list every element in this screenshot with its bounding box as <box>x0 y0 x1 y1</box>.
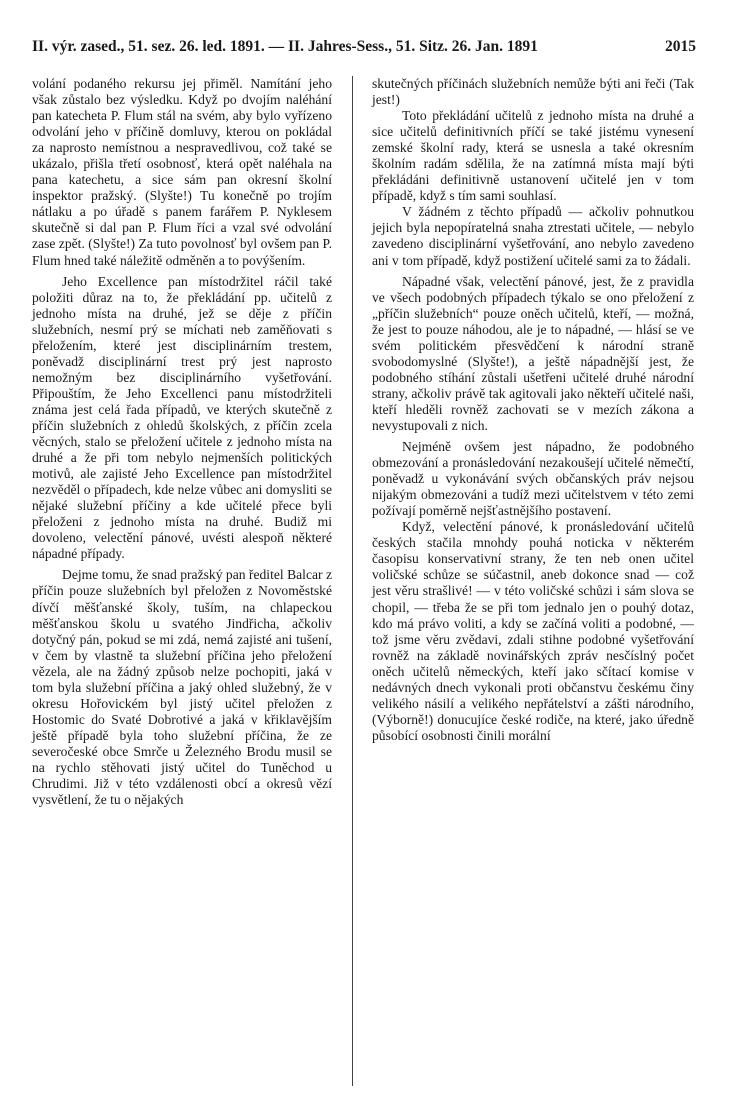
paragraph: Nejméně ovšem jest nápadno, že podobného obmezování a pronásledování nezakoušejí učitelé němečtí, poněvadž u vykonávání svých občanských práv nejsou nijakým obmezováni a tudíž mezi učitelstvem v této zemi požívají poměrně nejšťastnějšího postavení. <box>372 439 694 519</box>
paragraph: Jeho Excellence pan místodržitel ráčil také položiti důraz na to, že překládání pp. učitelů z jednoho místa na druhé, jež se děje z příčin služebních, nesmí prý se míchati neb zaměňovati s přeložením, které jest disciplinárním trestem, poněvadž disciplinární trest prý jest naprosto nemožným bez disciplinárního vyšetřování. Připouštím, že Jeho Excellenci panu místodržiteli známa jest celá řada případů, ve kterých skutečně z příčin služebních z ohledů školských, z příčin zcela věcných, stalo se přeložení učitele z jednoho místa na druhé a že při tom nebylo nejmenších politických motivů, ale zajisté Jeho Excellence pan místodržitel nezvěděl o případech, kde nelze vůbec ani domysliti se nějaké služební příčiny a kde učitelé přece byli přeloženi z jednoho místa na druhé. Budiž mi dovoleno, velectění pánové, uvésti alespoň některé nápadné případy. <box>32 273 332 562</box>
left-column <box>32 76 332 808</box>
paragraph: Dejme tomu, že snad pražský pan ředitel Balcar z příčin pouze služebních byl přeložen z Novoměstské dívčí měšťanské školy, tuším, na chlapeckou měšťanskou školu u svatého Jindřicha, ačkoliv dotyčný pán, pokud se mi zdá, nemá zajisté ani tušení, v čem by vlastně ta služební příčina jeho přeložení vězela, ale na žádný způsob nelze pochopiti, jaká v tom byla služební příčina a jaký ohled služebný, že v okresu Hořovickém byl jistý učitel přeložen z Hostomic do Svaté Dobrotivé a jaká v křiklavějším ještě případě byla toho služební příčina, že ze severočeské obce Smrče u Železného Brodu musil se na rychlo stěhovati jistý učitel do Tuněchod u Chrudimi. Již v této vzdálenosti obcí a okresů vězí vysvětlení, že tu o nějakých <box>32 567 332 808</box>
paragraph: V žádném z těchto případů — ačkoliv pohnutkou jejich byla nepopíratelná snaha ztrestati učitele, — nebylo zavedeno disciplinární vyšetřování, ano nebylo zavedeno ani v tom případě, když postižení učitelé sami za to žádali. <box>372 204 694 268</box>
column-divider <box>352 76 353 1086</box>
page-number: 2015 <box>665 38 696 55</box>
paragraph: Když, velectění pánové, k pronásledování učitelů českých stačila mnohdy pouhá noticka v některém časopisu konservativní strany, že ten neb onen učitel voličské schůze se súčastnil, aneb dokonce snad — což jest věru strašlivé! — v této voličské schůzi i sám slova se chopil, — třeba že se při tom jednalo jen o pouhý dotaz, kdo má právo voliti, a kdy se začíná voliti a podobné, — tož jsme věru zvědavi, zdali stihne podobné vyšetřování rovněž na základě novinářských zpráv nesčíslný počet oněch učitelů německých, kteří jako sčítací komise v nedávných dnech vykonali proti občanstvu českému činy velikého násilí a velikého nepřátelství a zášti národního, (Výborně!) donucujíce české rodiče, na které, jako úředně působící osobnosti činili morální <box>372 519 694 743</box>
paragraph: volání podaného rekursu jej přiměl. Namítání jeho však zůstalo bez výsledku. Když po dvojím naléhání pan katecheta P. Flum stál na svém, aby bylo vyřízeno odvolání jeho v příčině domluvy, kterou on pokládal za naprosto nemístnou a nespravedlivou, což také se ukázalo, přišla třetí osobnosť, která opět naléhala na pana katechetu, a sice sám pan okresní školní inspektor pražský. (Slyšte!) Tu konečně po trojím nátlaku a po úřadě s panem farářem P. Nyklesem skutečně si dal pan P. Flum říci a vzal své odvolání zase zpět. (Slyšte!) Za tuto povolnosť byl ovšem pan P. Flum hned také náležitě odměněn a to povýšením. <box>32 76 332 268</box>
paragraph: Toto překládání učitelů z jednoho místa na druhé a sice učitelů definitivních příčí se také jistému vynesení zemské školní rady, která se usnesla a také okresním školním radám sdělila, že na zatímná místa mají býti překládáni definitivně ustanovení učitelé jen v tom případě, když s tím sami souhlasí. <box>372 108 694 204</box>
paragraph: Nápadné však, velectění pánové, jest, že z pravidla ve všech podobných případech týkalo se ono přeložení z „příčin služebních“ pouze oněch učitelů, kteří, — možná, že jest to pouze náhodou, ale je to nápadné, — hlásí se ve svém politickém přesvědčení k národní straně svobodomyslné (Slyšte!), a ještě nápadnější jest, že podobného stíhání zůstali ušetřeni učitelé druhé národní strany, ačkoliv právě tak agitovali jako někteří učitelé naši, kteří hleděli rovněž zachovati se v mezích zákona a nevystupovali z nich. <box>372 273 694 433</box>
running-head-title: II. výr. zased., 51. sez. 26. led. 1891. — II. Jahres-Sess., 51. Sitz. 26. Jan. 1891 <box>32 38 538 55</box>
paragraph: skutečných příčinách služebních nemůže býti ani řeči (Tak jest!) <box>372 76 694 108</box>
running-head <box>32 38 696 64</box>
right-column <box>372 76 694 744</box>
